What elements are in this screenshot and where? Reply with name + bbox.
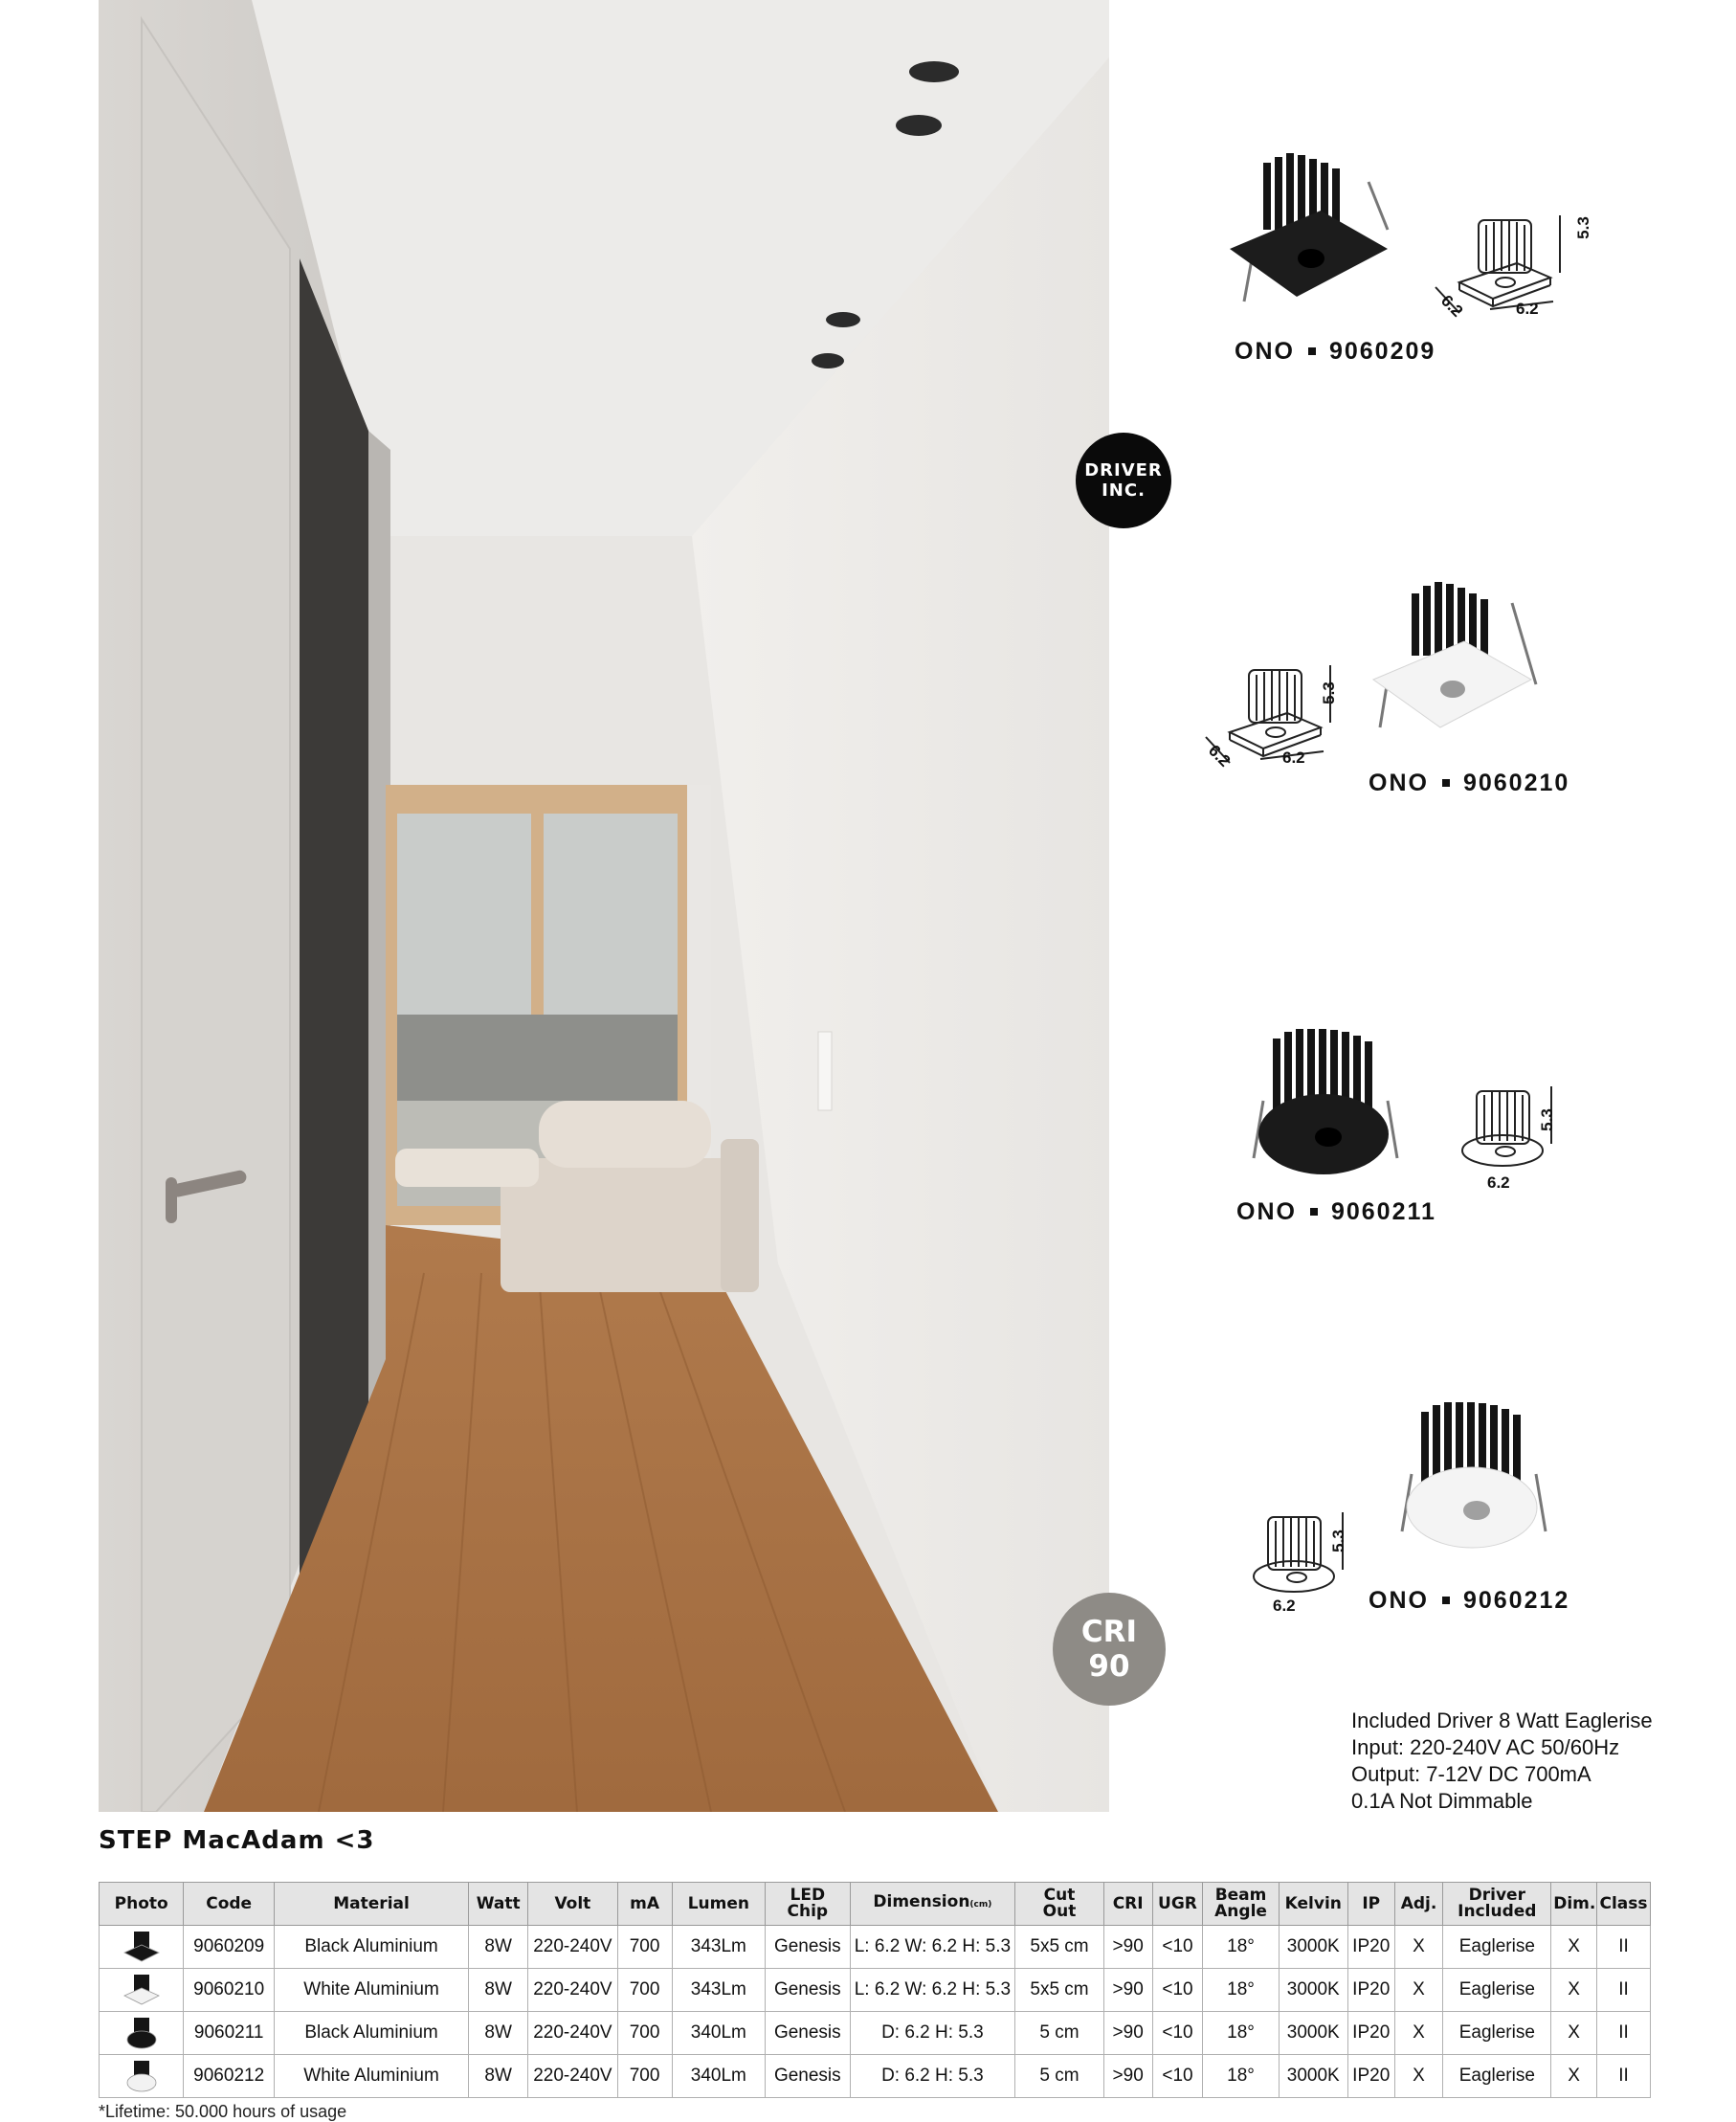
dim-height-9060210: 5.3 bbox=[1319, 681, 1338, 704]
col-beam-angle bbox=[1203, 1883, 1279, 1926]
col-driver-line1: Driver bbox=[1468, 1886, 1525, 1905]
product-photo-9060211 bbox=[1244, 1024, 1407, 1182]
cell-driver: Eaglerise bbox=[1443, 1969, 1551, 2012]
col-led-chip-line1: LED bbox=[790, 1886, 826, 1905]
product-name: ONO bbox=[1369, 770, 1429, 796]
cell-ma: 700 bbox=[617, 1926, 672, 1969]
dim-width-9060209: 6.2 bbox=[1516, 300, 1539, 318]
col-lumen: Lumen bbox=[672, 1883, 766, 1926]
product-photo-9060210 bbox=[1369, 574, 1550, 737]
cell-ma: 700 bbox=[617, 2012, 672, 2055]
dimension-sketch-9060212 bbox=[1244, 1508, 1349, 1603]
cell-material: White Aluminium bbox=[274, 2055, 468, 2098]
col-dimension bbox=[850, 1883, 1015, 1926]
cell-class: II bbox=[1596, 1926, 1650, 1969]
dim-width-9060210: 6.2 bbox=[1282, 748, 1305, 767]
cell-ip: IP20 bbox=[1347, 1969, 1394, 2012]
lifetime-footnote: *Lifetime: 50.000 hours of usage bbox=[99, 2102, 347, 2121]
driver-info bbox=[1351, 1708, 1653, 1815]
cell-lumen: 343Lm bbox=[672, 1969, 766, 2012]
product-code: 9060211 bbox=[1330, 1198, 1436, 1225]
cell-volt: 220-240V bbox=[528, 1969, 617, 2012]
product-label-9060212 bbox=[1369, 1587, 1569, 1615]
table-row bbox=[100, 2012, 1651, 2055]
cell-ugr: <10 bbox=[1152, 2012, 1203, 2055]
series-title: STEP MacAdam <3 bbox=[99, 1826, 375, 1855]
col-watt: Watt bbox=[469, 1883, 528, 1926]
cell-beam: 18° bbox=[1203, 1969, 1279, 2012]
col-material: Material bbox=[274, 1883, 468, 1926]
cell-class: II bbox=[1596, 2012, 1650, 2055]
row-thumbnail bbox=[100, 2055, 184, 2098]
cell-cri: >90 bbox=[1103, 2012, 1152, 2055]
col-dimension-label: Dimension bbox=[873, 1892, 970, 1911]
table-row bbox=[100, 1926, 1651, 1969]
cell-adj: X bbox=[1394, 1926, 1443, 1969]
cell-ip: IP20 bbox=[1347, 2055, 1394, 2098]
cell-adj: X bbox=[1394, 2012, 1443, 2055]
cell-code: 9060212 bbox=[184, 2055, 275, 2098]
cri-badge-line1: CRI bbox=[1080, 1615, 1138, 1649]
dim-height-9060209: 5.3 bbox=[1573, 216, 1592, 239]
driver-badge-line1: DRIVER bbox=[1084, 460, 1163, 480]
col-led-chip bbox=[766, 1883, 850, 1926]
row-thumbnail bbox=[100, 1969, 184, 2012]
cell-ma: 700 bbox=[617, 1969, 672, 2012]
product-code: 9060212 bbox=[1462, 1587, 1570, 1614]
dim-depth-9060210: 6.2 bbox=[1205, 741, 1235, 771]
cell-code: 9060211 bbox=[184, 2012, 275, 2055]
cell-material: Black Aluminium bbox=[274, 2012, 468, 2055]
cell-lumen: 343Lm bbox=[672, 1926, 766, 1969]
cell-dim: X bbox=[1551, 2012, 1597, 2055]
cell-ugr: <10 bbox=[1152, 1926, 1203, 1969]
col-led-chip-line2: Chip bbox=[787, 1902, 829, 1921]
row-thumbnail bbox=[100, 1926, 184, 1969]
cell-watt: 8W bbox=[469, 2012, 528, 2055]
lamp-thumbnail-icon bbox=[122, 1973, 161, 2007]
driver-info-line: 0.1A Not Dimmable bbox=[1351, 1789, 1533, 1813]
cell-chip: Genesis bbox=[766, 2012, 850, 2055]
col-cut-out-line1: Cut bbox=[1043, 1886, 1076, 1905]
cell-code: 9060210 bbox=[184, 1969, 275, 2012]
hallway-illustration bbox=[99, 0, 1109, 1812]
cell-watt: 8W bbox=[469, 2055, 528, 2098]
product-photo-9060212 bbox=[1392, 1397, 1555, 1555]
cell-volt: 220-240V bbox=[528, 2012, 617, 2055]
cell-ugr: <10 bbox=[1152, 2055, 1203, 2098]
col-beam-line2: Angle bbox=[1214, 1902, 1267, 1921]
cell-dim: X bbox=[1551, 2055, 1597, 2098]
col-ugr: UGR bbox=[1152, 1883, 1203, 1926]
dim-depth-9060209: 6.2 bbox=[1437, 291, 1467, 321]
cell-lumen: 340Lm bbox=[672, 2055, 766, 2098]
cell-driver: Eaglerise bbox=[1443, 1926, 1551, 1969]
cell-class: II bbox=[1596, 2055, 1650, 2098]
cell-ma: 700 bbox=[617, 2055, 672, 2098]
cell-ip: IP20 bbox=[1347, 2012, 1394, 2055]
product-name: ONO bbox=[1236, 1198, 1297, 1225]
product-label-9060211 bbox=[1236, 1198, 1436, 1226]
col-driver-included bbox=[1443, 1883, 1551, 1926]
cell-dimension: L: 6.2 W: 6.2 H: 5.3 bbox=[850, 1969, 1015, 2012]
table-row bbox=[100, 1969, 1651, 2012]
lamp-thumbnail-icon bbox=[122, 1930, 161, 1964]
cell-watt: 8W bbox=[469, 1969, 528, 2012]
lamp-thumbnail-icon bbox=[122, 2059, 161, 2093]
col-cut-out-line2: Out bbox=[1042, 1902, 1077, 1921]
cell-chip: Genesis bbox=[766, 1926, 850, 1969]
col-volt: Volt bbox=[528, 1883, 617, 1926]
spec-table-header bbox=[100, 1883, 1651, 1926]
spec-table bbox=[99, 1882, 1651, 2098]
cell-cut-out: 5x5 cm bbox=[1015, 1969, 1103, 2012]
cell-dimension: L: 6.2 W: 6.2 H: 5.3 bbox=[850, 1926, 1015, 1969]
cell-material: White Aluminium bbox=[274, 1969, 468, 2012]
col-driver-line2: Included bbox=[1458, 1902, 1537, 1921]
col-dimension-unit: (cm) bbox=[969, 1900, 992, 1910]
cell-dim: X bbox=[1551, 1926, 1597, 1969]
cell-cut-out: 5x5 cm bbox=[1015, 1926, 1103, 1969]
cell-kelvin: 3000K bbox=[1279, 2012, 1347, 2055]
col-photo: Photo bbox=[100, 1883, 184, 1926]
cell-volt: 220-240V bbox=[528, 1926, 617, 1969]
col-adj: Adj. bbox=[1394, 1883, 1443, 1926]
cell-cri: >90 bbox=[1103, 2055, 1152, 2098]
cell-dim: X bbox=[1551, 1969, 1597, 2012]
driver-badge-line2: INC. bbox=[1102, 480, 1146, 501]
dim-width-9060211: 6.2 bbox=[1487, 1173, 1510, 1192]
cell-chip: Genesis bbox=[766, 2055, 850, 2098]
cell-beam: 18° bbox=[1203, 2012, 1279, 2055]
col-code: Code bbox=[184, 1883, 275, 1926]
col-cut-out bbox=[1015, 1883, 1103, 1926]
col-ip: IP bbox=[1347, 1883, 1394, 1926]
cell-code: 9060209 bbox=[184, 1926, 275, 1969]
col-ma: mA bbox=[617, 1883, 672, 1926]
cell-volt: 220-240V bbox=[528, 2055, 617, 2098]
cell-driver: Eaglerise bbox=[1443, 2012, 1551, 2055]
cell-kelvin: 3000K bbox=[1279, 2055, 1347, 2098]
cell-beam: 18° bbox=[1203, 2055, 1279, 2098]
col-beam-line1: Beam bbox=[1214, 1886, 1267, 1905]
cell-dimension: D: 6.2 H: 5.3 bbox=[850, 2012, 1015, 2055]
cell-lumen: 340Lm bbox=[672, 2012, 766, 2055]
cell-kelvin: 3000K bbox=[1279, 1926, 1347, 1969]
cell-driver: Eaglerise bbox=[1443, 2055, 1551, 2098]
col-class: Class bbox=[1596, 1883, 1650, 1926]
cell-cri: >90 bbox=[1103, 1969, 1152, 2012]
driver-info-line: Output: 7-12V DC 700mA bbox=[1351, 1762, 1591, 1786]
cell-cut-out: 5 cm bbox=[1015, 2055, 1103, 2098]
dim-height-9060212: 5.3 bbox=[1328, 1530, 1347, 1552]
product-name: ONO bbox=[1235, 338, 1295, 365]
dim-width-9060212: 6.2 bbox=[1273, 1597, 1296, 1615]
driver-info-line: Included Driver 8 Watt Eaglerise bbox=[1351, 1709, 1653, 1732]
cell-cut-out: 5 cm bbox=[1015, 2012, 1103, 2055]
product-code: 9060210 bbox=[1462, 770, 1570, 796]
cell-material: Black Aluminium bbox=[274, 1926, 468, 1969]
product-label-9060210 bbox=[1369, 770, 1569, 797]
cell-adj: X bbox=[1394, 2055, 1443, 2098]
cell-ugr: <10 bbox=[1152, 1969, 1203, 2012]
table-row bbox=[100, 2055, 1651, 2098]
cell-watt: 8W bbox=[469, 1926, 528, 1969]
product-code: 9060209 bbox=[1328, 338, 1436, 365]
cell-chip: Genesis bbox=[766, 1969, 850, 2012]
cell-cri: >90 bbox=[1103, 1926, 1152, 1969]
cell-kelvin: 3000K bbox=[1279, 1969, 1347, 2012]
cri-badge-line2: 90 bbox=[1088, 1649, 1130, 1684]
interior-photo bbox=[99, 0, 1109, 1812]
lamp-thumbnail-icon bbox=[122, 2016, 161, 2050]
col-dim: Dim. bbox=[1551, 1883, 1597, 1926]
cri-badge bbox=[1053, 1593, 1166, 1706]
cell-adj: X bbox=[1394, 1969, 1443, 2012]
cell-dimension: D: 6.2 H: 5.3 bbox=[850, 2055, 1015, 2098]
cell-beam: 18° bbox=[1203, 1926, 1279, 1969]
row-thumbnail bbox=[100, 2012, 184, 2055]
cell-ip: IP20 bbox=[1347, 1926, 1394, 1969]
product-photo-9060209 bbox=[1225, 144, 1407, 316]
product-name: ONO bbox=[1369, 1587, 1429, 1614]
col-kelvin: Kelvin bbox=[1279, 1883, 1347, 1926]
driver-info-line: Input: 220-240V AC 50/60Hz bbox=[1351, 1735, 1620, 1759]
product-label-9060209 bbox=[1235, 338, 1436, 366]
driver-included-badge bbox=[1076, 433, 1171, 528]
cell-class: II bbox=[1596, 1969, 1650, 2012]
col-cri: CRI bbox=[1103, 1883, 1152, 1926]
dim-height-9060211: 5.3 bbox=[1537, 1108, 1556, 1131]
